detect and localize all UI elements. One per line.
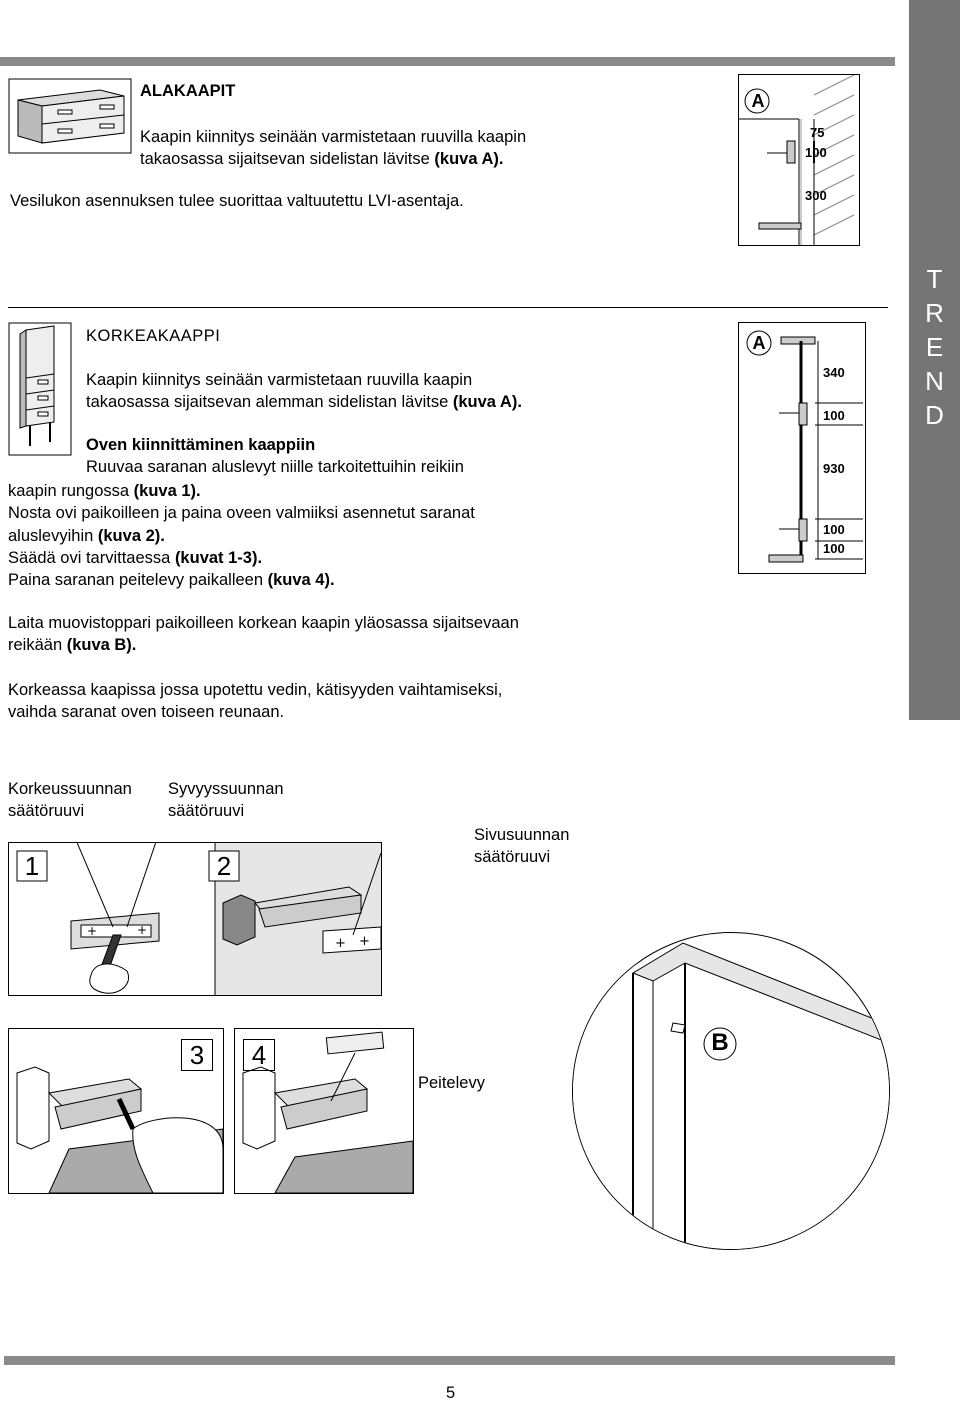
figure-a-top — [738, 74, 860, 246]
figure-3 — [8, 1028, 224, 1194]
page-number: 5 — [446, 1384, 456, 1402]
figure-4 — [234, 1028, 414, 1194]
tall-cabinet-illustration — [8, 322, 72, 456]
oven-text-line: Nosta ovi paikoilleen ja paina oveen valmiiksi asennetut saranat — [8, 504, 475, 522]
korkeassa-text-line: vaihda saranat oven toiseen reunaan. — [8, 703, 285, 721]
dimension-label: 100 — [805, 145, 827, 160]
dimension-label: 75 — [810, 125, 825, 140]
callout-peitelevy: Peitelevy — [418, 1074, 485, 1092]
korkeassa-text-line: Korkeassa kaapissa jossa upotettu vedin, kätisyyden vaihtamiseksi, — [8, 681, 503, 699]
figure-number: 4 — [243, 1039, 275, 1071]
callout-korkeus: Korkeussuunnan säätöruuvi — [8, 780, 132, 820]
section-title-korkeakaappi: KORKEAKAAPPI — [86, 327, 221, 345]
figure-number: 3 — [181, 1039, 213, 1071]
callout-syvyys: Syvyyssuunnan säätöruuvi — [168, 780, 284, 820]
dimension-label: 300 — [805, 188, 827, 203]
bottom-divider-bar — [4, 1356, 895, 1365]
dimension-label: 100 — [823, 408, 845, 423]
figure-b — [572, 932, 890, 1250]
svg-text:+: + — [359, 934, 370, 949]
figure-number: 2 — [216, 851, 232, 881]
figure-label: A — [751, 91, 765, 111]
alakaapit-text-line: Kaapin kiinnitys seinään varmistetaan ruuvilla kaapin — [140, 128, 527, 146]
figure-label: A — [752, 333, 766, 353]
top-divider-bar — [0, 57, 895, 66]
dimension-label: 100 — [823, 541, 845, 556]
subsection-title-oven: Oven kiinnittäminen kaappiin — [86, 436, 316, 454]
figure-1-2 — [8, 842, 382, 996]
callout-sivu: Sivusuunnan säätöruuvi — [474, 826, 570, 866]
sidebar-letter: E — [925, 332, 944, 362]
figure-a-right — [738, 322, 866, 574]
svg-text:+: + — [87, 924, 98, 938]
section-rule — [8, 307, 888, 308]
figure-label: B — [711, 1029, 729, 1056]
sidebar-letter: T — [926, 264, 943, 294]
oven-text-line: Ruuvaa saranan aluslevyt niille tarkoitettuihin reikiin — [86, 458, 464, 476]
dimension-label: 100 — [823, 522, 845, 537]
laita-text-line: reikään (kuva B). — [8, 636, 137, 654]
base-cabinet-illustration — [8, 78, 132, 154]
oven-text-line: aluslevyihin (kuva 2). — [8, 527, 165, 545]
sidebar-letter: D — [925, 400, 944, 430]
korkeakaappi-text-line: Kaapin kiinnitys seinään varmistetaan ruuvilla kaapin — [86, 371, 473, 389]
svg-text:+: + — [335, 936, 346, 951]
oven-text-line: Säädä ovi tarvittaessa (kuvat 1-3). — [8, 549, 263, 567]
section-title-alakaapit: ALAKAAPIT — [140, 82, 236, 100]
korkeakaappi-text-line: takaosassa sijaitsevan alemman sidelistan lävitse (kuva A). — [86, 393, 522, 411]
figure-number: 1 — [24, 851, 40, 881]
dimension-label: 340 — [823, 365, 845, 380]
oven-text-line: Paina saranan peitelevy paikalleen (kuva 4). — [8, 571, 335, 589]
svg-text:+: + — [137, 923, 148, 937]
sidebar-letter: R — [925, 298, 944, 328]
brand-sidebar — [909, 0, 960, 720]
alakaapit-text-line: takaosassa sijaitsevan sidelistan lävitse (kuva A). — [140, 150, 504, 168]
sidebar-letter: N — [925, 366, 944, 396]
vesilukko-note: Vesilukon asennuksen tulee suorittaa valtuutettu LVI-asentaja. — [10, 192, 464, 210]
laita-text-line: Laita muovistoppari paikoilleen korkean kaapin yläosassa sijaitsevaan — [8, 614, 519, 632]
oven-text-line: kaapin rungossa (kuva 1). — [8, 482, 201, 500]
dimension-label: 930 — [823, 461, 845, 476]
